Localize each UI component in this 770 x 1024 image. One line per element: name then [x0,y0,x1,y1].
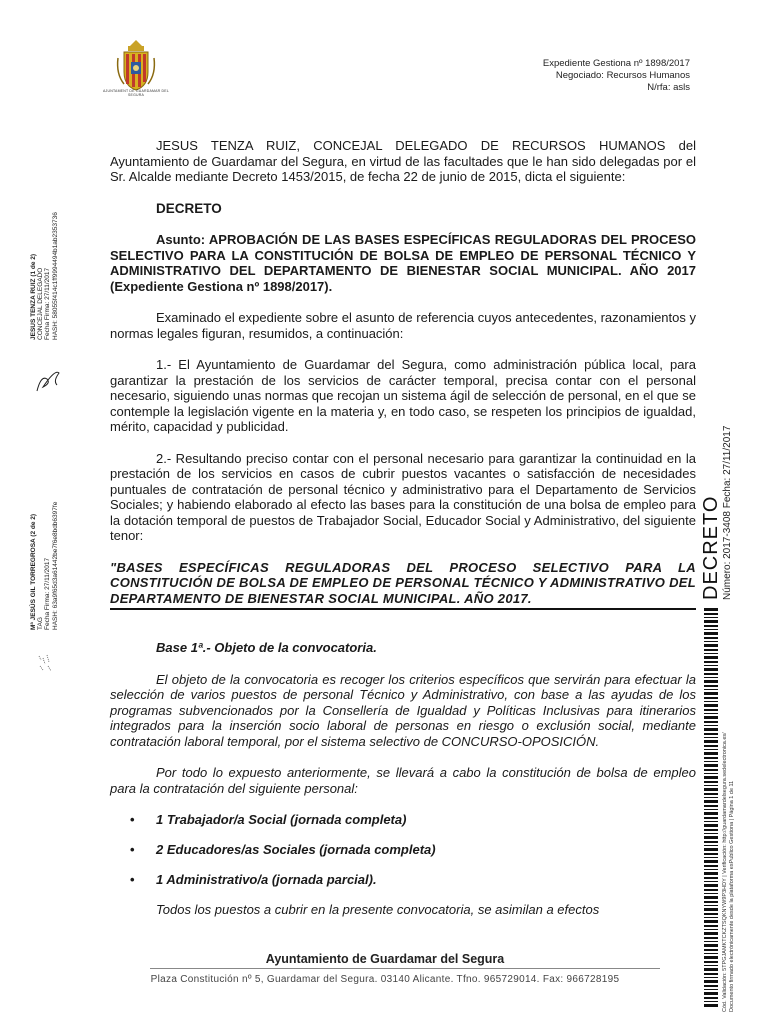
verification-line-1: Cód. Validación: 5TPGJAMKTCKZTSQKNYW9P3HDY | Verificación: http://guardamardelsegura.sedelectronica.es/ [722,732,728,1012]
footer-divider [150,968,660,969]
expediente-ref: Expediente Gestiona nº 1898/2017 [542,58,690,69]
por-todo-paragraph: Por todo lo expuesto anteriormente, se llevará a cabo la constitución de bolsa de empleo para la contratación del siguiente personal: [110,765,696,796]
verification-line-2: Documento firmado electrónicamente desde la plataforma esPublico Gestiona | Página 1 de 11 [728,780,735,1012]
decreto-number-date: Número: 2017-3408 Fecha: 27/11/2017 [722,425,733,600]
positions-list [110,812,696,902]
decreto-stamp: DECRETO [700,495,722,600]
signature-block-2 [30,502,59,630]
signer-1-role: CONCEJAL DELEGADO [37,267,45,340]
list-item: • 1 Trabajador/a Social (jornada completa) [130,812,407,827]
punto-1-paragraph: 1.- El Ayuntamiento de Guardamar del Segura, como administración pública local, para garantizar la prestación de los servicios de carácter temporal, precisa contar con el personal necesario, siguiendo unas normas que recojan un sistema ágil de selección de personal, en el que se contemple la legislación vigente en la materia y, en todo caso, se respeten los principios de igualdad, mérito, capacidad y publicidad. [110,357,696,434]
verification-text [722,732,735,1012]
signer-1-date: Fecha Firma: 27/11/2017 [44,267,52,340]
signer-1-hash: HASH: 58055f414c1ff9994494b1ab2353736 [51,212,59,340]
signature-block-1 [30,212,59,340]
todos-paragraph: Todos los puestos a cubrir en la presente convocatoria, se asimilan a efectos [156,902,600,917]
document-body [110,138,696,918]
list-item: • 2 Educadores/as Sociales (jornada completa) [130,842,436,857]
footer-address: Plaza Constitución nº 5, Guardamar del Segura. 03140 Alicante. Tfno. 965729014. Fax: 966728195 [150,974,620,985]
negociado: Negociado: Recursos Humanos [555,70,690,81]
logo-caption: AJUNTAMENT DE GUARDAMAR DEL SEGURA [103,89,169,97]
handwritten-signature-icon [33,652,63,674]
signer-1-name: JESUS TENZA RUIZ (1 de 2) [30,253,37,340]
handwritten-signature-icon [33,365,63,395]
nrfa: N/rfa: asls [647,82,690,93]
barcode-icon [704,608,718,1008]
header-info [543,58,690,94]
signer-2-date: Fecha Firma: 27/11/2017 [44,557,52,630]
list-item: • 1 Administrativo/a (jornada parcial). [130,872,377,887]
signer-2-name: Mª JESÚS GIL TORREGROSA (2 de 2) [30,513,37,630]
examinado-paragraph: Examinado el expediente sobre el asunto de referencia cuyos antecedentes, razonamientos y normas legales figuran, resumidos, a continuación: [110,310,696,341]
base-1-heading: Base 1ª.- Objeto de la convocatoria. [156,640,377,655]
signer-2-role: TAG [37,617,45,630]
intro-paragraph: JESUS TENZA RUIZ, CONCEJAL DELEGADO DE RECURSOS HUMANOS del Ayuntamiento de Guardamar del Segura, en virtud de las facultades que le han sido delegadas por el Sr. Alcalde mediante Decreto 1453/2015, de fecha 22 de junio de 2015, dicta el siguiente: [110,138,696,184]
base-1-text: El objeto de la convocatoria es recoger los criterios específicos que servirán para efectuar la selección de varios puestos de personal Técnico y Administrativo, con base a las ayudas de los programas subvencionados por la Consellería de Igualdad y Políticas Inclusivas para itinerarios integrados para la inserción socio laboral de personas en riesgo o exclusión social, mediante contratación laboral temporal, por el sistema selectivo de CONCURSO-OPOSICIÓN. [110,671,696,749]
bases-title: "BASES ESPECÍFICAS REGULADORAS DEL PROCESO SELECTIVO PARA LA CONSTITUCIÓN DE BOLSA DE EMPLEO DE PERSONAL TÉCNICO Y ADMINISTRATIVO DEL DEPARTAMENTO DE BIENESTAR SOCIAL MUNICIPAL. AÑO 2017. [110,559,696,606]
punto-2-paragraph: 2.- Resultando preciso contar con el personal necesario para garantizar la continuidad en la prestación de los servicios en casos de cubrir puestos vacantes o satisfacción de necesidades puntuales de contratación de personal técnico y administrativo para el Departamento de Servicios Sociales; y habiendo elaborado al efecto las bases para la constitución de una bolsa de empleo para la dotación temporal de puestos de Trabajador Social, Educador Social y Administrativo, del siguiente tenor: [110,450,696,543]
signer-2-hash: HASH: 63a9f65d3a61442be7f6e8bdb6397fe [51,501,59,630]
decreto-heading: DECRETO [156,200,222,216]
asunto-paragraph: Asunto: APROBACIÓN DE LAS BASES ESPECÍFICAS REGULADORAS DEL PROCESO SELECTIVO PARA LA CONSTITUCIÓN DE BOLSA DE EMPLEO DE PERSONAL TÉCNICO Y ADMINISTRATIVO DEL DEPARTAMENTO DE BIENESTAR SOCIAL MUNICIPAL. AÑO 2017 (Expediente Gestiona nº 1898/2017). [110,232,696,294]
coat-of-arms-icon [108,38,164,94]
footer-title: Ayuntamiento de Guardamar del Segura [265,952,505,966]
